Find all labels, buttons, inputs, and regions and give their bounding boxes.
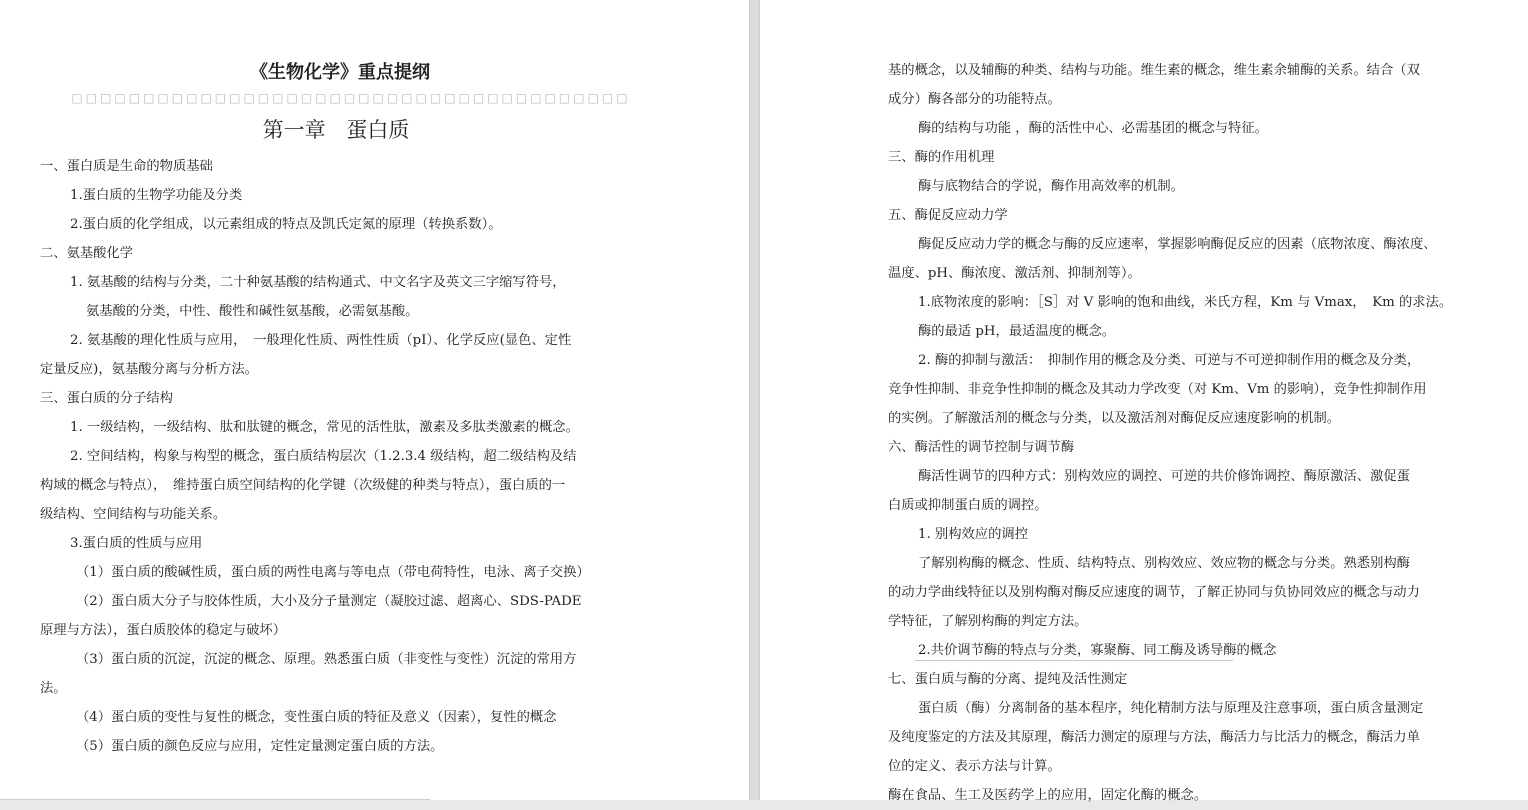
page-content xyxy=(888,56,1480,810)
text-line: 2. 氨基酸的理化性质与应用， 一般理化性质、两性性质（pI）、化学反应(显色、定性 xyxy=(70,333,572,348)
text-line: 2.共价调节酶的特点与分类，寡聚酶、同工酶及诱导酶的概念 xyxy=(918,643,1277,658)
text-line: 酶的最适 pH，最适温度的概念。 xyxy=(918,324,1116,339)
text-line: 温度、pH、酶浓度、激活剂、抑制剂等）。 xyxy=(888,266,1141,281)
text-line: 2. 空间结构，构象与构型的概念，蛋白质结构层次（1.2.3.4 级结构，超二级结构及结 xyxy=(70,449,577,464)
text-body xyxy=(40,152,632,761)
text-line: 及纯度鉴定的方法及其原理，酶活力测定的原理与方法，酶活力与比活力的概念，酶活力单 xyxy=(888,730,1420,745)
text-line: （2）蛋白质大分子与胶体性质，大小及分子量测定（凝胶过滤、超离心、SDS-PADE xyxy=(76,594,582,609)
document-title: 《生物化学》重点提纲 xyxy=(250,62,430,83)
document-page-right xyxy=(760,0,1528,803)
text-line: （3）蛋白质的沉淀，沉淀的概念、原理。熟悉蛋白质（非变性与变性）沉淀的常用方 xyxy=(76,652,577,667)
text-line: 定量反应)，氨基酸分离与分析方法。 xyxy=(40,362,258,377)
text-line: （1）蛋白质的酸碱性质，蛋白质的两性电离与等电点（带电荷特性，电泳、离子交换） xyxy=(76,565,590,580)
text-line: 七、蛋白质与酶的分离、提纯及活性测定 xyxy=(888,672,1128,687)
text-body xyxy=(888,56,1480,810)
text-line: 2. 酶的抑制与激活： 抑制作用的概念及分类、可逆与不可逆抑制作用的概念及分类， xyxy=(918,353,1421,368)
text-line: 成分）酶各部分的功能特点。 xyxy=(888,92,1061,107)
page-gap xyxy=(749,0,760,800)
text-line: 的动力学曲线特征以及别构酶对酶反应速度的调节，了解正协同与负协同效应的概念与动力 xyxy=(888,585,1420,600)
text-line: 基的概念，以及辅酶的种类、结构与功能。维生素的概念，维生素余辅酶的关系。结合（双 xyxy=(888,63,1420,78)
text-line: 3.蛋白质的性质与应用 xyxy=(70,536,203,551)
text-line: 的实例。了解激活剂的概念与分类，以及激活剂对酶促反应速度影响的机制。 xyxy=(888,411,1341,426)
text-line: 蛋白质（酶）分离制备的基本程序，纯化精制方法与原理及注意事项，蛋白质含量测定 xyxy=(918,701,1424,716)
text-line: 五、酶促反应动力学 xyxy=(888,208,1008,223)
document-page-left xyxy=(0,0,749,800)
text-line: 原理与方法），蛋白质胶体的稳定与破坏） xyxy=(40,623,286,638)
text-line: 了解别构酶的概念、性质、结构特点、别构效应、效应物的概念与分类。熟悉别构酶 xyxy=(918,556,1410,571)
text-line: 二、氨基酸化学 xyxy=(40,246,134,261)
text-line: 氨基酸的分类，中性、酸性和碱性氨基酸，必需氨基酸。 xyxy=(86,304,419,319)
text-line: 三、酶的作用机理 xyxy=(888,150,995,165)
page-content xyxy=(40,58,632,761)
text-line: 酶的结构与功能 ，酶的活性中心、必需基团的概念与特征。 xyxy=(918,121,1268,136)
missing-glyph-row: □□□□□□□□□□□□□□□□□□□□□□□□□□□□□□□□□□□□□□□ xyxy=(71,91,631,105)
text-line: 1. 一级结构，一级结构、肽和肽键的概念，常见的活性肽，激素及多肽类激素的概念。 xyxy=(70,420,579,435)
text-line: 一、蛋白质是生命的物质基础 xyxy=(40,159,213,174)
text-line: 六、酶活性的调节控制与调节酶 xyxy=(888,440,1075,455)
text-line: 酶促反应动力学的概念与酶的反应速率，掌握影响酶促反应的因素（底物浓度、酶浓度、 xyxy=(918,237,1437,252)
text-line: 法。 xyxy=(40,681,67,696)
text-line: 酶与底物结合的学说，酶作用高效率的机制。 xyxy=(918,179,1184,194)
text-line: 1. 别构效应的调控 xyxy=(918,527,1028,542)
text-line: 酶在食品、生工及医药学上的应用，固定化酶的概念。 xyxy=(888,788,1208,803)
text-line: 1. 氨基酸的结构与分类，二十种氨基酸的结构通式、中文名字及英文三字缩写符号， xyxy=(70,275,566,290)
text-line: 1.蛋白质的生物学功能及分类 xyxy=(70,188,243,203)
text-line: 白质或抑制蛋白质的调控。 xyxy=(888,498,1048,513)
text-line: 竞争性抑制、非竞争性抑制的概念及其动力学改变（对 Km、Vm 的影响），竞争性抑制作用 xyxy=(888,382,1427,397)
text-line: （5）蛋白质的颜色反应与应用，定性定量测定蛋白质的方法。 xyxy=(76,739,444,754)
chapter-heading: 第一章 蛋白质 xyxy=(262,118,410,142)
text-line: 酶活性调节的四种方式：别构效应的调控、可逆的共价修饰调控、酶原激活、激促蛋 xyxy=(918,469,1410,484)
text-line: 2.蛋白质的化学组成，以元素组成的特点及凯氏定氮的原理（转换系数）。 xyxy=(70,217,502,232)
text-line: 1.底物浓度的影响：［S］对 V 影响的饱和曲线，米氏方程，Km 与 Vmax， Km 的求法。 xyxy=(918,295,1453,310)
text-line: 三、蛋白质的分子结构 xyxy=(40,391,173,406)
text-line: 构域的概念与特点）， 维持蛋白质空间结构的化学键（次级健的种类与特点），蛋白质的一 xyxy=(40,478,566,493)
text-underline xyxy=(915,660,1233,661)
text-line: 级结构、空间结构与功能关系。 xyxy=(40,507,227,522)
text-line: 学特征，了解别构酶的判定方法。 xyxy=(888,614,1088,629)
text-line: 位的定义、表示方法与计算。 xyxy=(888,759,1061,774)
text-line: （4）蛋白质的变性与复性的概念，变性蛋白质的特征及意义（因素），复性的概念 xyxy=(76,710,557,725)
